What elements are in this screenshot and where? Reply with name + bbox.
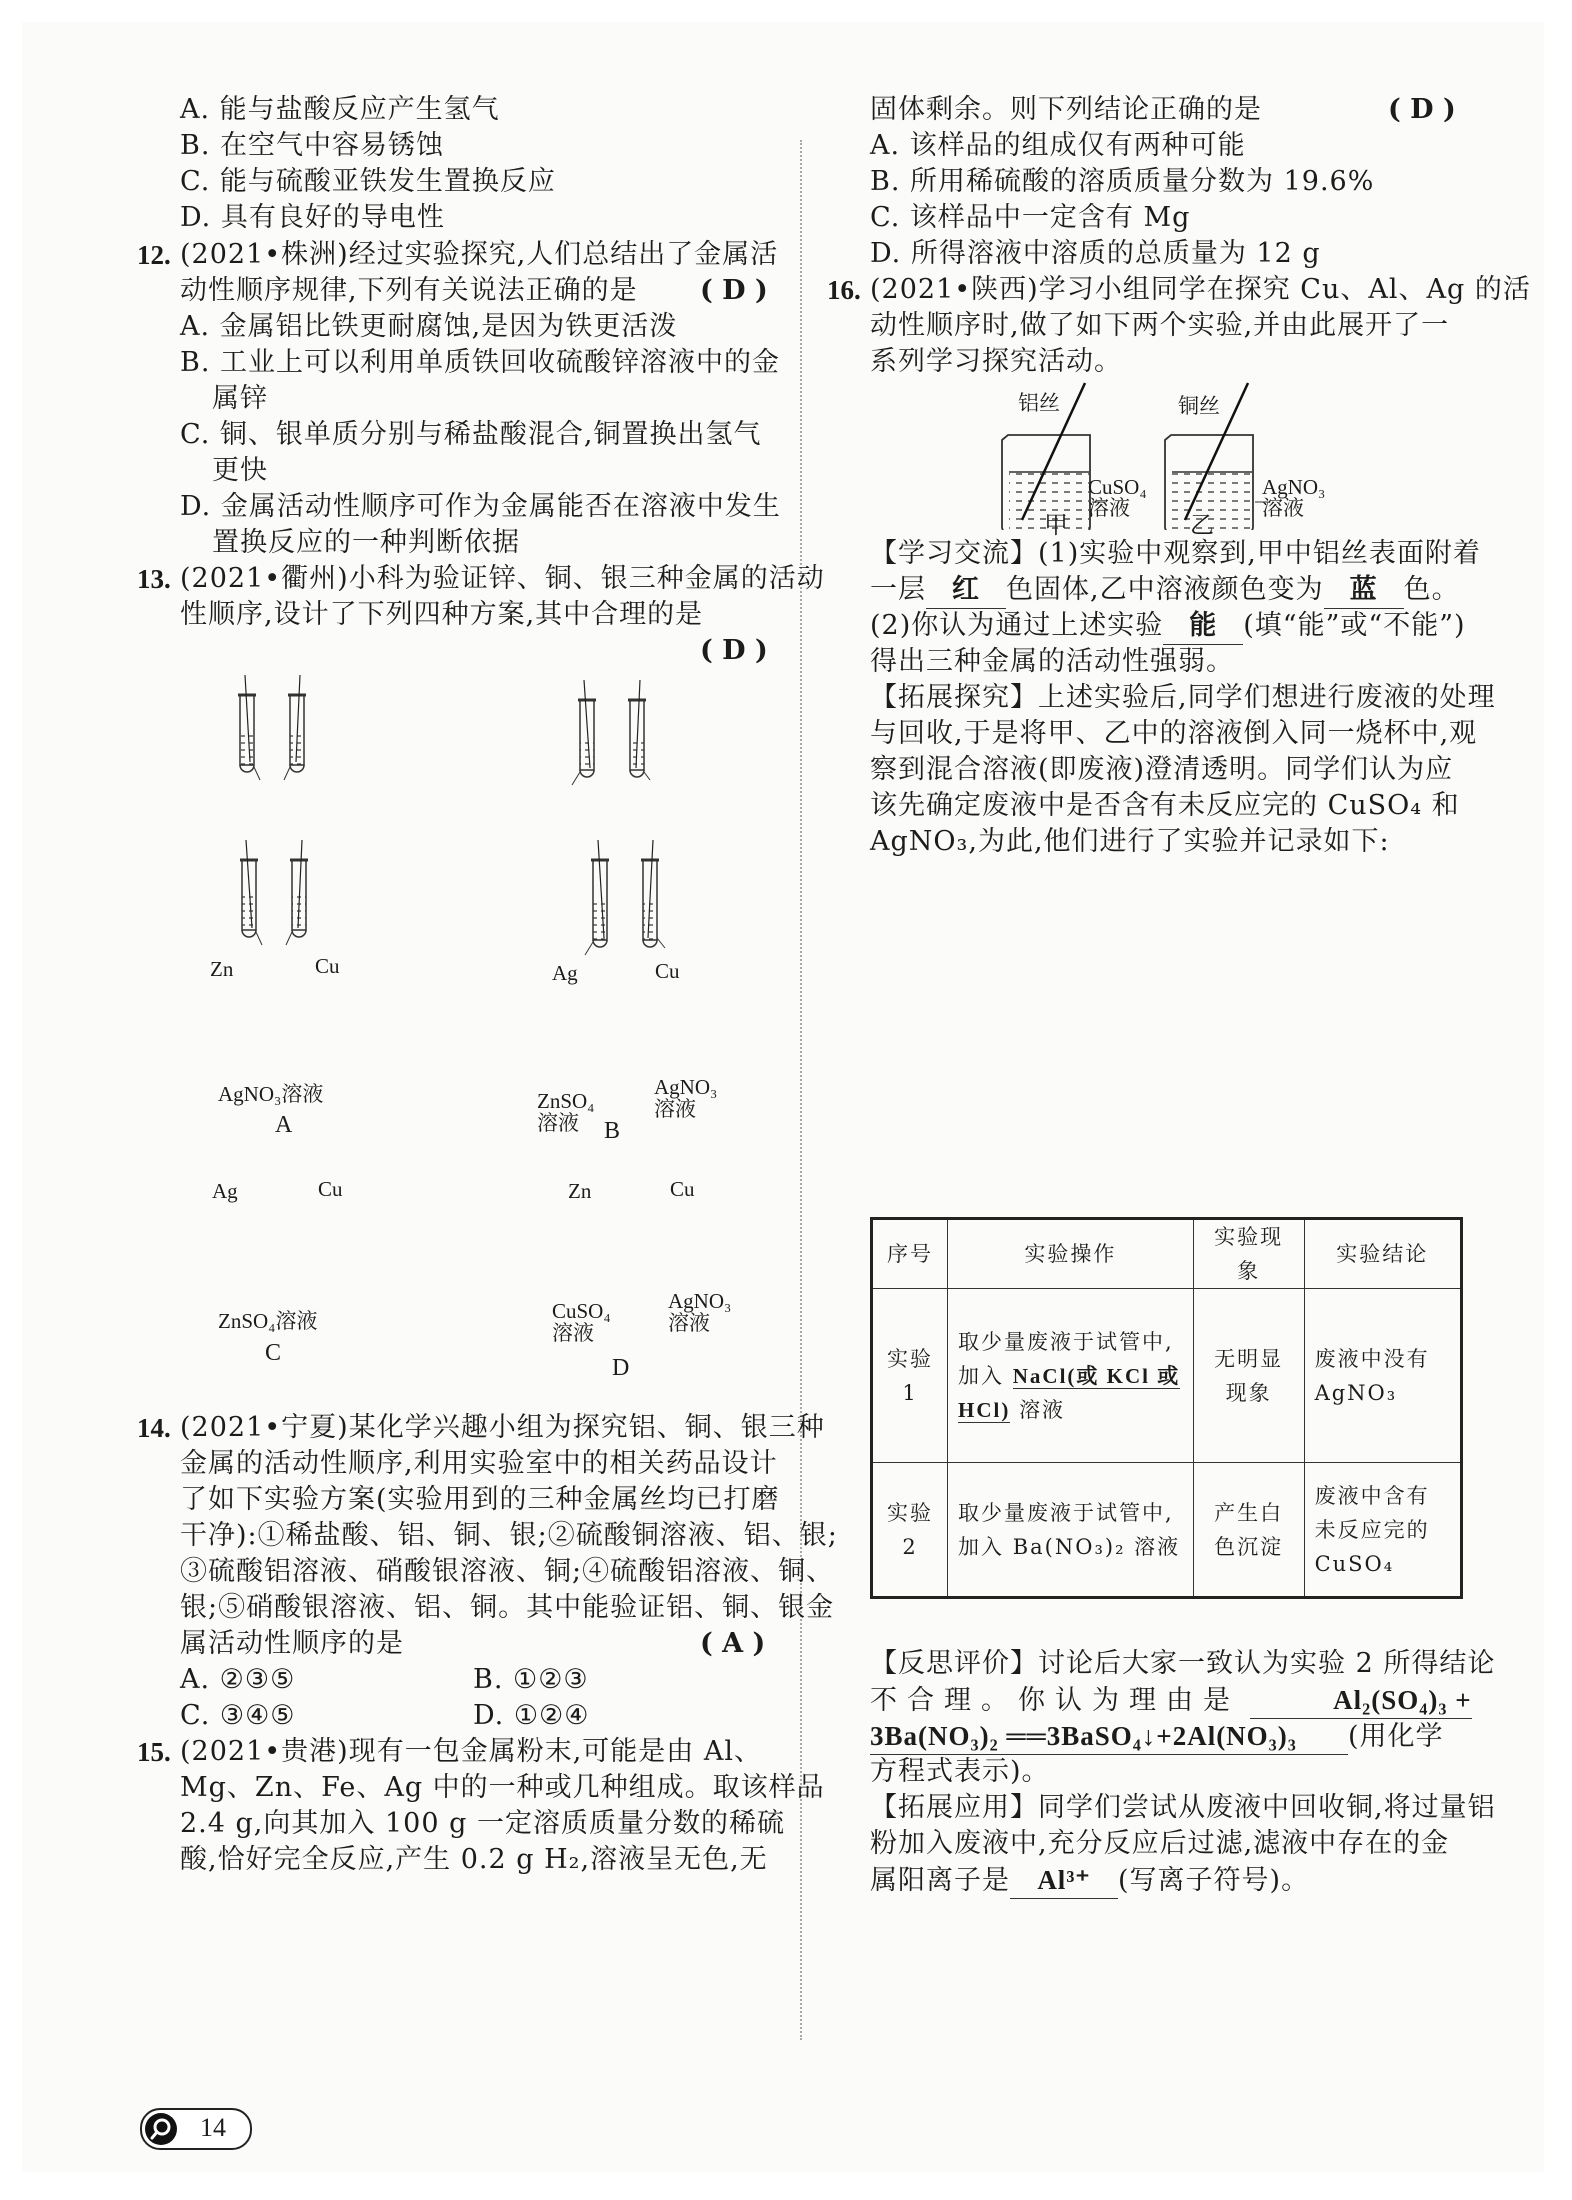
q14-stem-line2: 金属的活动性顺序,利用实验室中的相关药品设计 (180, 1448, 778, 1479)
exchange-line2 (870, 572, 1460, 609)
q13-stem-line2: 性顺序,设计了下列四种方案,其中合理的是 (180, 599, 704, 630)
header-phenomenon: 实验现象 (1193, 1219, 1304, 1289)
scheme-d-left-metal: Zn (568, 1179, 592, 1203)
answer-blank-reagent: NaCl(或 KCl 或 HCl) (958, 1363, 1181, 1422)
q14-option-c: C. ③④⑤ (180, 1700, 296, 1731)
q15-option-d: D. 所得溶液中溶质的总质量为 12 g (870, 238, 1321, 269)
beaker-yi-caption: 乙 (1190, 513, 1214, 539)
q15-stem-line3: 2.4 g,向其加入 100 g 一定溶质质量分数的稀硫 (180, 1808, 785, 1839)
reflection-text: (用化学 (1348, 1721, 1444, 1752)
answer-blank-red: 红 (926, 572, 1006, 609)
answer-blank-blue: 蓝 (1324, 572, 1404, 609)
exchange-line4: 得出三种金属的活动性强弱。 (870, 646, 1234, 677)
q12-option-a: A. 金属铝比铁更耐腐蚀,是因为铁更活泼 (180, 311, 678, 342)
q15-option-c: C. 该样品中一定含有 Mg (870, 202, 1191, 233)
extension-line3: 察到混合溶液(即废液)澄清透明。同学们认为应 (870, 754, 1454, 785)
row2-phenomenon: 产生白色沉淀 (1193, 1463, 1304, 1598)
q15-answer: ( D ) (1388, 94, 1456, 125)
scheme-a-solution: AgNO₃溶液 (218, 1082, 324, 1106)
exchange-text: (2)你认为通过上述实验 (870, 610, 1164, 641)
q16-stem-line1: (2021•陕西)学习小组同学在探究 Cu、Al、Ag 的活 (870, 274, 1531, 305)
scheme-c-caption: C (265, 1340, 282, 1366)
scheme-b-caption: B (604, 1118, 621, 1144)
q12-option-b: B. 工业上可以利用单质铁回收硫酸锌溶液中的金 (180, 347, 781, 378)
scheme-a-tubes (238, 675, 306, 780)
q14-option-d: D. ①②④ (473, 1700, 590, 1731)
table-row (872, 1289, 1462, 1463)
extension-line4: 该先确定废液中是否含有未反应完的 CuSO₄ 和 (870, 790, 1460, 821)
application-text: 属阳离子是 (870, 1865, 1010, 1896)
column-divider (800, 140, 802, 2040)
q15-cont-stem: 固体剩余。则下列结论正确的是 (870, 94, 1262, 125)
scheme-c-left-metal: Ag (212, 1179, 238, 1203)
beaker-jia-caption: 甲 (1044, 513, 1068, 539)
q13-test-tube-diagrams (200, 670, 760, 990)
q15-stem-line4: 酸,恰好完全反应,产生 0.2 g H₂,溶液呈无色,无 (180, 1844, 768, 1875)
q14-option-b: B. ①②③ (473, 1664, 589, 1695)
header-operation: 实验操作 (948, 1219, 1194, 1289)
extension-line2: 与回收,于是将甲、乙中的溶液倒入同一烧杯中,观 (870, 718, 1478, 749)
q12-stem-line1: (2021•株洲)经过实验探究,人们总结出了金属活 (180, 239, 779, 270)
beaker-yi-solution-label: 溶液 (1262, 496, 1304, 520)
q11-option-b: B. 在空气中容易锈蚀 (180, 130, 445, 161)
exchange-text: 色固体,乙中溶液颜色变为 (1006, 574, 1324, 605)
q15-option-b: B. 所用稀硫酸的溶质质量分数为 19.6% (870, 166, 1375, 197)
exchange-text: (填“能”或“不能”) (1243, 610, 1466, 641)
application-text: (写离子符号)。 (1118, 1865, 1310, 1896)
row2-conclusion: 废液中含有未反应完的 CuSO₄ (1304, 1463, 1461, 1598)
q12-option-d-cont: 置换反应的一种判断依据 (212, 527, 520, 558)
row2-id: 实验 2 (872, 1463, 948, 1598)
reflection-line2 (870, 1682, 1472, 1719)
q15-option-a: A. 该样品的组成仅有两种可能 (870, 130, 1246, 161)
answer-equation-part1: Al₂(SO₄)₃ + (1250, 1682, 1472, 1719)
q14-stem-line3: 了如下实验方案(实验用到的三种金属丝均已打磨 (180, 1484, 780, 1515)
reflection-line4: 方程式表示)。 (870, 1756, 1050, 1787)
q15-stem-line2: Mg、Zn、Fe、Ag 中的一种或几种组成。取该样品 (180, 1772, 825, 1803)
q15-stem-line1: (2021•贵港)现有一包金属粉末,可能是由 Al、 (180, 1736, 763, 1767)
row1-operation (948, 1289, 1194, 1463)
q14-stem-line5: ③硫酸铝溶液、硝酸银溶液、铜;④硫酸铝溶液、铜、 (180, 1556, 835, 1587)
beaker-jia-solution-label: 溶液 (1088, 496, 1130, 520)
q16-stem-line3: 系列学习探究活动。 (870, 346, 1122, 377)
scheme-d-right-metal: Cu (670, 1177, 695, 1201)
q12-option-d: D. 金属活动性顺序可作为金属能否在溶液中发生 (180, 491, 781, 522)
table-header-row (872, 1219, 1462, 1289)
q11-option-d: D. 具有良好的导电性 (180, 202, 445, 233)
scheme-d-tubes (585, 840, 665, 955)
scheme-a-right-metal: Cu (315, 954, 340, 978)
scheme-d-right-solution: AgNO₃ 溶液 (668, 1289, 732, 1335)
extension-line1: 【拓展探究】上述实验后,同学们想进行废液的处理 (870, 682, 1496, 713)
q14-stem-line1: (2021•宁夏)某化学兴趣小组为探究铝、铜、银三种 (180, 1412, 825, 1443)
row1-phenomenon: 无明显现象 (1193, 1289, 1304, 1463)
q12-option-c: C. 铜、银单质分别与稀盐酸混合,铜置换出氢气 (180, 419, 762, 450)
row2-operation: 取少量废液于试管中,加入 Ba(NO₃)₂ 溶液 (948, 1463, 1194, 1598)
aluminum-wire-label: 铝丝 (1018, 391, 1060, 415)
q14-stem-line4: 干净):①稀盐酸、铝、铜、银;②硫酸铜溶液、铝、银; (180, 1520, 838, 1551)
answer-blank-can: 能 (1163, 608, 1243, 645)
page-number-badge (140, 2108, 252, 2150)
q11-option-c: C. 能与硫酸亚铁发生置换反应 (180, 166, 556, 197)
scheme-c-tubes (240, 840, 308, 945)
extension-line5: AgNO₃,为此,他们进行了实验并记录如下: (870, 826, 1390, 857)
header-id: 序号 (872, 1219, 948, 1289)
application-line3 (870, 1862, 1309, 1899)
exchange-line3 (870, 608, 1466, 645)
experiment-table (870, 1217, 1463, 1599)
q14-stem-line7: 属活动性顺序的是 (180, 1628, 404, 1659)
answer-equation-part2: 3Ba(NO₃)₂ ══3BaSO₄↓+2Al(NO₃)₃ (870, 1718, 1348, 1755)
q13-answer: ( D ) (700, 635, 768, 666)
beaker-jia-solution: CuSO₄ (1088, 475, 1147, 499)
scheme-c-right-metal: Cu (318, 1177, 343, 1201)
operation-text: 溶液 (1019, 1397, 1066, 1422)
application-line2: 粉加入废液中,充分反应后过滤,滤液中存在的金 (870, 1828, 1450, 1859)
beaker-yi-solution: AgNO₃ (1262, 475, 1326, 499)
exchange-text: 一层 (870, 574, 926, 605)
header-conclusion: 实验结论 (1304, 1219, 1461, 1289)
scheme-b-tubes (572, 680, 650, 785)
scheme-b-left-metal: Ag (552, 961, 578, 985)
q14-number: 14. (137, 1413, 171, 1443)
q12-option-c-cont: 更快 (212, 455, 268, 486)
scheme-b-right-solution: AgNO₃ 溶液 (654, 1075, 718, 1121)
q12-option-b-cont: 属锌 (212, 383, 268, 414)
reflection-text: 不合理。你认为理由是 (870, 1685, 1240, 1716)
scheme-d-left-solution: CuSO₄ 溶液 (552, 1299, 611, 1345)
application-line1: 【拓展应用】同学们尝试从废液中回收铜,将过量铝 (870, 1792, 1496, 1823)
reflection-line1: 【反思评价】讨论后大家一致认为实验 2 所得结论 (870, 1648, 1496, 1679)
scheme-b-right-metal: Cu (655, 959, 680, 983)
q14-option-a: A. ②③⑤ (180, 1664, 296, 1695)
scheme-a-left-metal: Zn (210, 957, 234, 981)
operation-text: 取少量废液于试管中,加入 (958, 1329, 1174, 1388)
exchange-text: 色。 (1403, 574, 1460, 605)
page-number: 14 (200, 2113, 226, 2142)
q14-answer: ( A ) (700, 1628, 766, 1659)
answer-blank-ion: Al³⁺ (1010, 1862, 1118, 1899)
scheme-a-caption: A (275, 1112, 293, 1138)
row1-conclusion: 废液中没有 AgNO₃ (1304, 1289, 1461, 1463)
table-row (872, 1463, 1462, 1598)
row1-id: 实验 1 (872, 1289, 948, 1463)
q11-option-a: A. 能与盐酸反应产生氢气 (180, 94, 500, 125)
scheme-b-left-solution: ZnSO₄ 溶液 (537, 1089, 595, 1135)
q16-stem-line2: 动性顺序时,做了如下两个实验,并由此展开了一 (870, 310, 1450, 341)
q13-stem-line1: (2021•衢州)小科为验证锌、铜、银三种金属的活动 (180, 563, 825, 594)
q12-number: 12. (137, 240, 171, 270)
scheme-c-solution: ZnSO₄溶液 (218, 1309, 318, 1333)
q15-number: 15. (137, 1737, 171, 1767)
q13-number: 13. (137, 564, 171, 594)
copper-wire-label: 铜丝 (1178, 394, 1220, 418)
reflection-line3 (870, 1718, 1444, 1755)
q14-stem-line6: 银;⑤硝酸银溶液、铝、铜。其中能验证铝、铜、银金 (180, 1592, 835, 1623)
q12-stem-line2: 动性顺序规律,下列有关说法正确的是 (180, 275, 638, 306)
q16-number: 16. (827, 275, 861, 305)
exchange-line1: 【学习交流】(1)实验中观察到,甲中铝丝表面附着 (870, 538, 1481, 569)
scheme-d-caption: D (612, 1355, 630, 1381)
q12-answer: ( D ) (700, 275, 768, 306)
magnifier-icon (145, 2113, 177, 2145)
